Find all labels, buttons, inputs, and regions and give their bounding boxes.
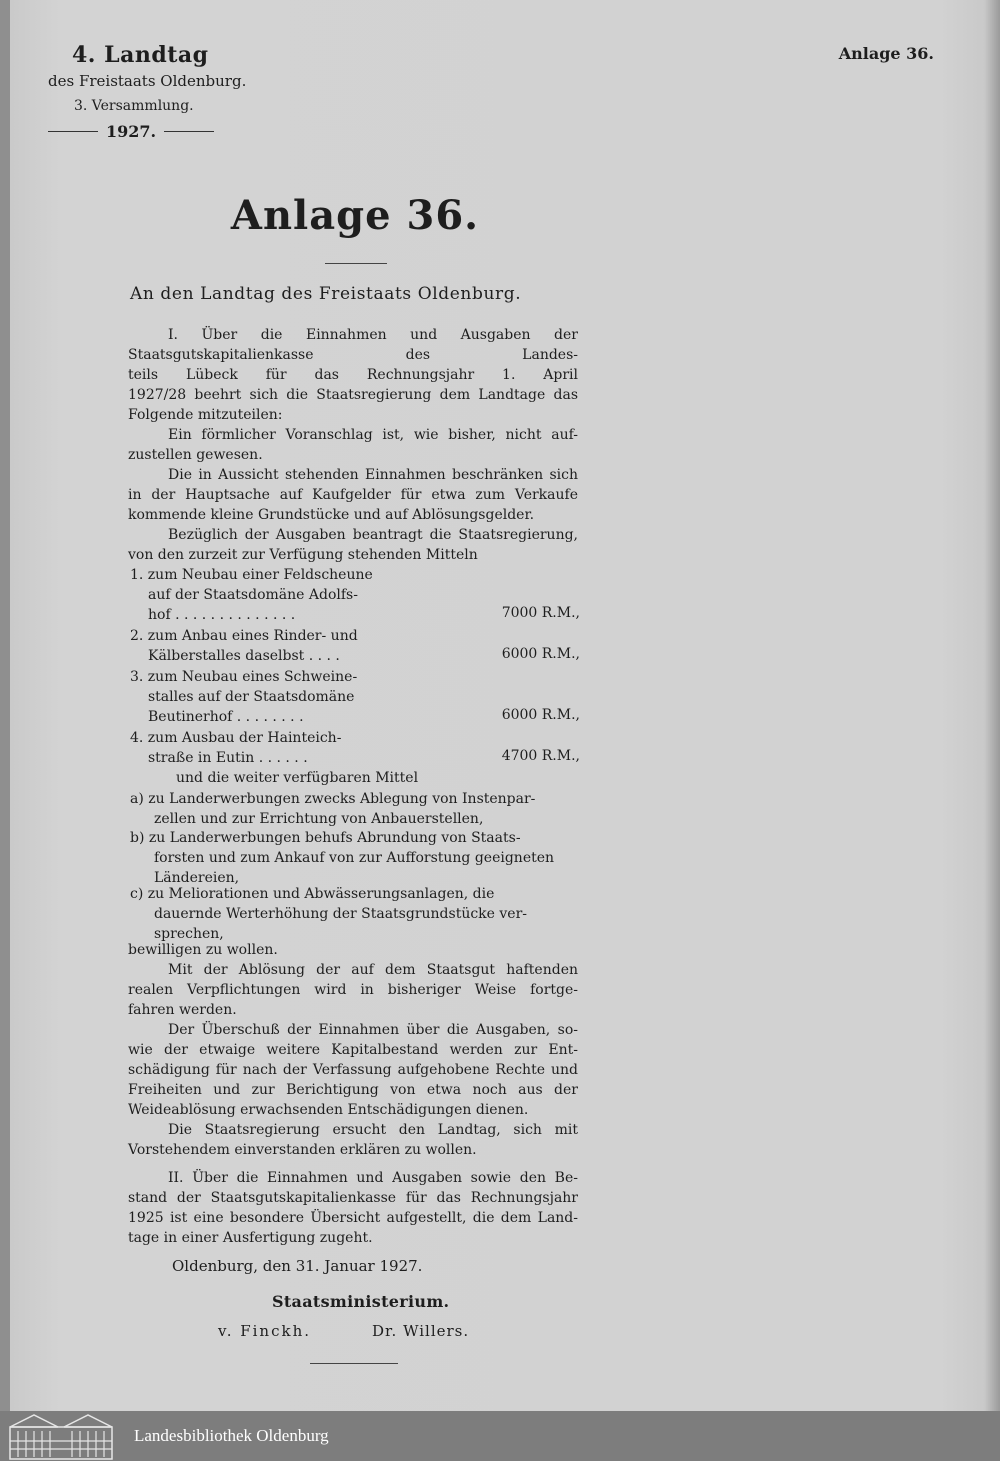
list-item — [130, 728, 341, 768]
item-line: dauernde Werterhöhung der Staatsgrundstücke ver- — [154, 906, 528, 922]
text-line: zustellen gewesen. — [128, 447, 263, 463]
year-label: 1927. — [106, 122, 157, 141]
item-line: Ländereien, — [154, 870, 240, 886]
item-line: zellen und zur Errichtung von Anbauerstellen, — [154, 811, 484, 827]
text-line: Folgende mitzuteilen: — [128, 407, 283, 423]
list-item — [130, 626, 358, 666]
text-line: Die Staatsregierung ersucht den Landtag, sich mit — [168, 1122, 578, 1138]
item-line: b) zu Landerwerbungen behufs Abrundung von Staats- — [130, 830, 521, 846]
text-line: stand der Staatsgutskapitalienkasse für das Rechnungsjahr — [128, 1190, 578, 1206]
text-line: Vorstehendem einverstanden erklären zu wollen. — [128, 1142, 477, 1158]
list-item — [130, 667, 357, 727]
item-amount: 6000 R.M., — [501, 707, 580, 723]
text-line: I. Über die Einnahmen und Ausgaben der — [168, 327, 578, 343]
year-rule-left — [48, 131, 98, 132]
text-line: Die in Aussicht stehenden Einnahmen beschränken sich — [168, 467, 578, 483]
text-line: kommende kleine Grundstücke und auf Ablösungsgelder. — [128, 507, 535, 523]
header-year — [48, 122, 214, 141]
text-line: Freiheiten und zur Berichtigung von etwa noch aus der — [128, 1082, 578, 1098]
item-line: Kälberstalles daselbst . . . . — [148, 648, 340, 664]
item-line: forsten und zum Ankauf von zur Aufforstung geeigneten — [154, 850, 555, 866]
closing-paragraphs — [128, 940, 578, 1248]
page-title: Anlage 36. — [230, 192, 480, 239]
text-line: schädigung für nach der Verfassung aufgehobene Rechte und — [128, 1062, 578, 1078]
text-line: II. Über die Einnahmen und Ausgaben sowie den Be- — [168, 1170, 578, 1186]
ministry-label: Staatsministerium. — [272, 1292, 450, 1311]
item-amount: 4700 R.M., — [501, 748, 580, 764]
text-line: Der Überschuß der Einnahmen über die Ausgaben, so- — [168, 1022, 578, 1038]
item-line: auf der Staatsdomäne Adolfs- — [148, 587, 358, 603]
header-versammlung: 3. Versammlung. — [74, 98, 194, 114]
place-date: Oldenburg, den 31. Januar 1927. — [172, 1257, 423, 1275]
text-line: 1925 ist eine besondere Übersicht aufgestellt, die dem Land- — [128, 1210, 578, 1226]
text-line: von den zurzeit zur Verfügung stehenden Mitteln — [128, 547, 478, 563]
text-line: fahren werden. — [128, 1002, 237, 1018]
item-line: Beutinerhof . . . . . . . . — [148, 709, 304, 725]
library-name: Landesbibliothek Oldenburg — [134, 1426, 329, 1445]
year-rule-right — [164, 131, 214, 132]
item-line: 3. zum Neubau eines Schweine- — [130, 669, 358, 685]
header-anlage-corner: Anlage 36. — [838, 44, 934, 63]
page-right-edge — [984, 0, 1000, 1411]
item-line: sprechen, — [154, 926, 224, 942]
item-line: hof . . . . . . . . . . . . . . — [148, 607, 296, 623]
item-amount: 6000 R.M., — [501, 646, 580, 662]
text-line: Mit der Ablösung der auf dem Staatsgut haftenden — [168, 962, 578, 978]
text-line: tage in einer Ausfertigung zugeht. — [128, 1230, 373, 1246]
lettered-item — [130, 884, 527, 944]
header-landtag: 4. Landtag — [72, 42, 209, 68]
text-line: teils Lübeck für das Rechnungsjahr 1. April — [128, 367, 578, 383]
item-line: 4. zum Ausbau der Hainteich- — [130, 730, 342, 746]
item-line: stalles auf der Staatsdomäne — [148, 689, 355, 705]
text-line: Ein förmlicher Voranschlag ist, wie bisher, nicht auf- — [168, 427, 578, 443]
title-divider — [325, 263, 387, 264]
text-line: Weideablösung erwachsenden Entschädigungen dienen. — [128, 1102, 529, 1118]
lettered-item — [130, 828, 554, 888]
item-line: 1. zum Neubau einer Feldscheune — [130, 567, 373, 583]
address-line: An den Landtag des Freistaats Oldenburg. — [130, 284, 522, 304]
text-line: bewilligen zu wollen. — [128, 942, 278, 958]
text-line: Bezüglich der Ausgaben beantragt die Staatsregierung, — [168, 527, 578, 543]
item-line: a) zu Landerwerbungen zwecks Ablegung von Instenpar- — [130, 791, 536, 807]
item-line: straße in Eutin . . . . . . — [148, 750, 308, 766]
further-intro: und die weiter verfügbaren Mittel — [176, 770, 419, 786]
list-item — [130, 565, 373, 625]
library-building-icon — [4, 1411, 124, 1461]
end-divider — [310, 1363, 398, 1364]
text-line: wie der etwaige weitere Kapitalbestand werden zur Ent- — [128, 1042, 578, 1058]
text-line: in der Hauptsache auf Kaufgelder für etwa zum Verkaufe — [128, 487, 578, 503]
header-freistaat: des Freistaats Oldenburg. — [48, 72, 247, 90]
lettered-item — [130, 789, 580, 829]
text-line: Staatsgutskapitalienkasse des Landes- — [128, 347, 578, 363]
text-line: 1927/28 beehrt sich die Staatsregierung dem Landtage das — [128, 387, 578, 403]
footer-banner — [0, 1411, 1000, 1461]
signature-willers: Dr. Willers. — [372, 1322, 470, 1340]
intro-paragraph — [128, 325, 578, 565]
page-binding-edge — [0, 0, 10, 1411]
item-line: c) zu Meliorationen und Abwässerungsanlagen, die — [130, 886, 495, 902]
item-amount: 7000 R.M., — [501, 605, 580, 621]
signature-finckh: v. Finckh. — [218, 1322, 312, 1340]
text-line: realen Verpflichtungen wird in bisheriger Weise fortge- — [128, 982, 578, 998]
item-line: 2. zum Anbau eines Rinder- und — [130, 628, 358, 644]
